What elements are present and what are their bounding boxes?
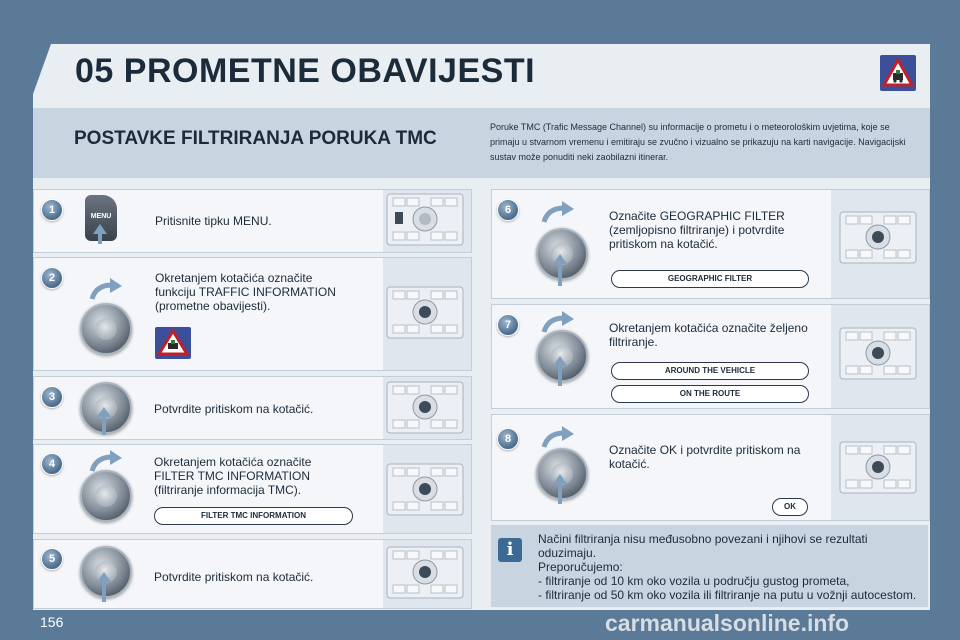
push-arrow-stem bbox=[558, 262, 562, 286]
option-around-the-vehicle[interactable]: AROUND THE VEHICLE bbox=[611, 362, 809, 380]
radio-panel-icon bbox=[385, 285, 465, 340]
step-number-2: 2 bbox=[41, 267, 63, 289]
menu-button[interactable]: MENU bbox=[85, 195, 117, 241]
push-arrow-icon bbox=[97, 407, 111, 417]
traffic-warning-icon bbox=[155, 327, 191, 359]
step-3-text: Potvrdite pritiskom na kotačić. bbox=[154, 402, 314, 416]
push-arrow-icon bbox=[97, 572, 111, 582]
step-7-text: Okretanjem kotačića označite željeno filtriranje. bbox=[609, 321, 808, 349]
option-ok[interactable]: OK bbox=[772, 498, 808, 516]
rotate-arrow-icon bbox=[88, 277, 124, 303]
note-line-1: Načini filtriranja nisu međusobno povezani i njihovi se rezultati oduzimaju. bbox=[538, 532, 868, 560]
option-filter-tmc-information[interactable]: FILTER TMC INFORMATION bbox=[154, 507, 353, 525]
rotate-arrow-icon bbox=[540, 425, 576, 451]
step-6-text: Označite GEOGRAPHIC FILTER (zemljopisno filtriranje) i potvrdite pritiskom na kotačić. bbox=[609, 209, 785, 251]
option-geographic-filter[interactable]: GEOGRAPHIC FILTER bbox=[611, 270, 809, 288]
radio-panel-icon bbox=[385, 545, 465, 600]
radio-panel-icon bbox=[385, 380, 465, 435]
push-arrow-icon bbox=[553, 356, 567, 366]
step-number-1: 1 bbox=[41, 199, 63, 221]
step-number-3: 3 bbox=[41, 386, 63, 408]
rotary-knob[interactable] bbox=[80, 470, 132, 522]
note-text bbox=[538, 532, 923, 602]
info-icon: i bbox=[498, 538, 522, 562]
radio-panel-icon bbox=[385, 462, 465, 517]
step-number-5: 5 bbox=[41, 548, 63, 570]
step-number-7: 7 bbox=[497, 314, 519, 336]
note-item-2: - filtriranje od 50 km oko vozila ili filtriranje na putu u vožnji autocestom. bbox=[538, 588, 917, 602]
traffic-warning-icon bbox=[880, 55, 916, 91]
note-item-1: - filtriranje od 10 km oko vozila u području gustog prometa, bbox=[538, 574, 850, 588]
rotate-arrow-icon bbox=[540, 200, 576, 226]
radio-panel-icon bbox=[838, 440, 918, 495]
step-8-text: Označite OK i potvrdite pritiskom na kotačić. bbox=[609, 443, 801, 471]
watermark: carmanualsonline.info bbox=[605, 610, 850, 636]
step-5-text: Potvrdite pritiskom na kotačić. bbox=[154, 570, 314, 584]
section-intro: Poruke TMC (Trafic Message Channel) su informacije o prometu i o meteorološkim uvjetima, koje se primaju u stvarnom vremenu i emitiraju se zvučno i vizualno se prikazuju na karti navigacije. Navigacijski sustav može ponuditi neki zaobilazni itinerar. bbox=[490, 122, 906, 162]
push-arrow-stem bbox=[102, 415, 106, 435]
push-arrow-stem bbox=[102, 580, 106, 602]
page-number: 156 bbox=[40, 614, 64, 630]
step-number-4: 4 bbox=[41, 453, 63, 475]
step-1-text: Pritisnite tipku MENU. bbox=[155, 214, 272, 228]
page-title: 05 PROMETNE OBAVIJESTI bbox=[75, 52, 536, 90]
push-arrow-stem bbox=[558, 364, 562, 386]
push-arrow-icon bbox=[553, 254, 567, 264]
step-number-6: 6 bbox=[497, 199, 519, 221]
radio-panel-icon bbox=[385, 192, 465, 247]
option-on-the-route[interactable]: ON THE ROUTE bbox=[611, 385, 809, 403]
radio-panel-icon bbox=[838, 210, 918, 265]
radio-panel-icon bbox=[838, 326, 918, 381]
rotary-knob[interactable] bbox=[80, 303, 132, 355]
step-4-text: Okretanjem kotačića označite FILTER TMC INFORMATION (filtriranje informacija TMC). bbox=[154, 455, 312, 497]
push-arrow-stem bbox=[558, 482, 562, 504]
note-line-2: Preporučujemo: bbox=[538, 560, 623, 574]
step-number-8: 8 bbox=[497, 428, 519, 450]
section-title: POSTAVKE FILTRIRANJA PORUKA TMC bbox=[74, 128, 437, 149]
push-arrow-icon bbox=[553, 474, 567, 484]
push-arrow-icon bbox=[93, 224, 107, 234]
step-2-text: Okretanjem kotačića označite funkciju TRAFFIC INFORMATION (prometne obavijesti). bbox=[155, 271, 336, 313]
